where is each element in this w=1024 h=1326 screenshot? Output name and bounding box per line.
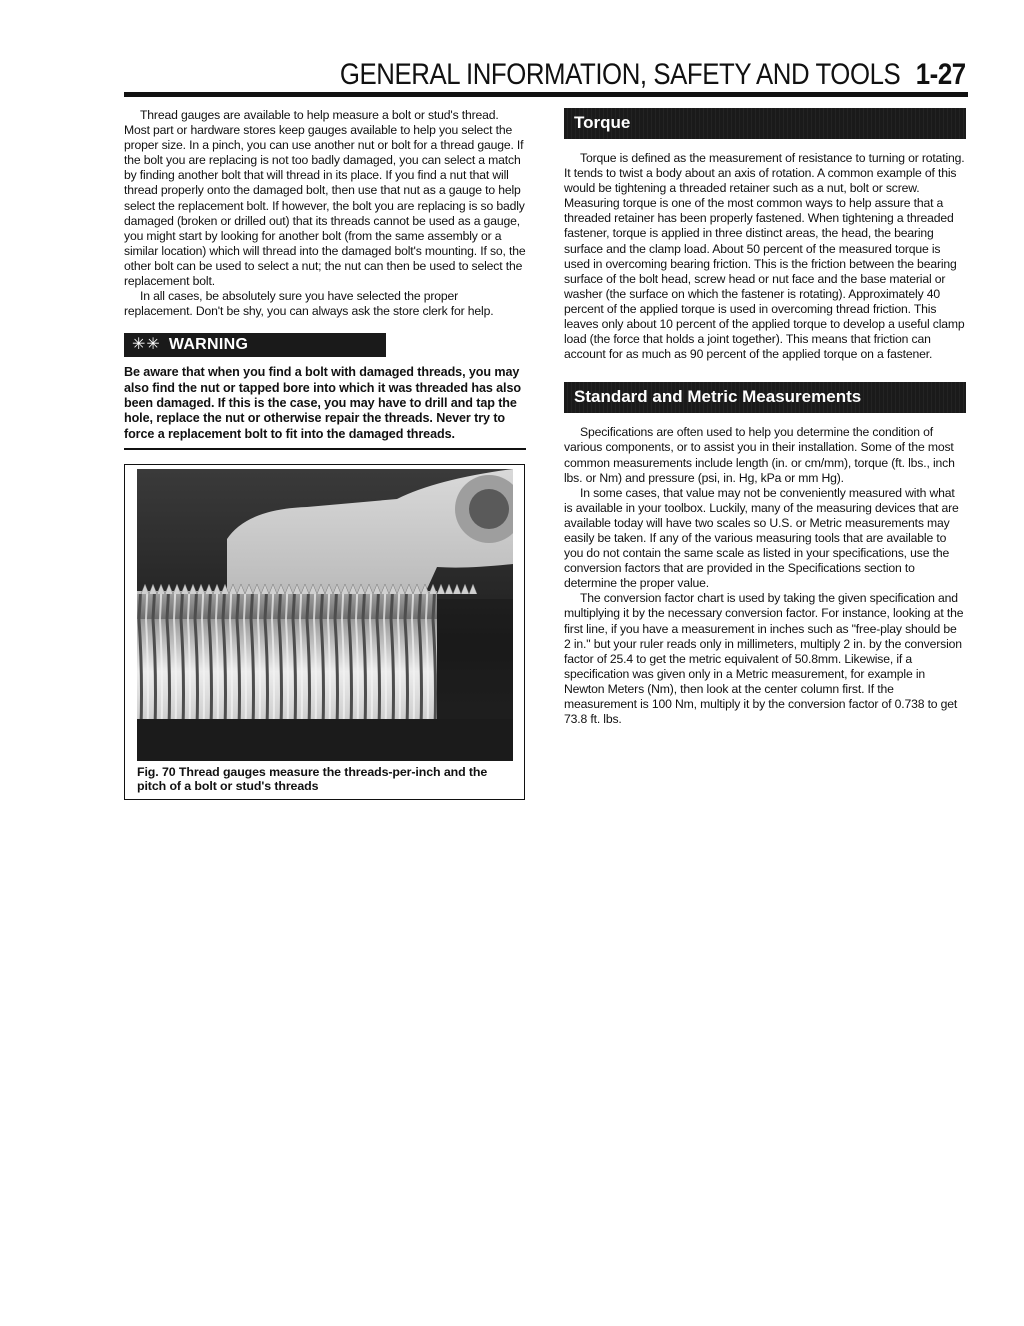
paragraph: Thread gauges are available to help measure a bolt or stud's thread. Most part or hardware stores keep gauges available to help you select the proper size. In a pinch, you can use another nut or bolt for a thread gauge. If the bolt you are replacing is not too badly damaged, you can select a match by finding another bolt that will thread in its place. If you find a nut that will thread properly onto the damaged bolt, then use that nut as a gauge to help select the replacement bolt. If however, the bolt you are replacing is so badly damaged (broken or drilled out) that its threads cannot be used as a gauge, you might start by looking for another bolt (from the same assembly or a similar location) which will thread into the damaged bolt's mounting. If so, the other bolt can be used to select a nut; the nut can then be used to select the replacement bolt. (124, 108, 526, 289)
page-header (0, 58, 966, 92)
header-rule (124, 92, 968, 97)
warning-banner (124, 333, 386, 357)
paragraph: Specifications are often used to help you determine the condition of various components, or to assist you in their installation. Some of the most common measurements include length (in. or cm/mm), torque (ft. lbs., inch lbs. or Nm) and pressure (psi, in. Hg, kPa or mm Hg). (564, 425, 955, 485)
measurements-heading: Standard and Metric Measurements (564, 382, 966, 413)
thread-gauge-photo (137, 469, 513, 761)
torque-heading: Torque (564, 108, 966, 139)
section-spacer (564, 362, 966, 382)
paragraph: In all cases, be absolutely sure you have selected the proper replacement. Don't be shy, you can always ask the store clerk for help. (124, 289, 494, 319)
paragraph: Torque is defined as the measurement of resistance to turning or rotating. It tends to twist a body about an axis of rotation. A common example of this would be tightening a threaded retainer such as a nut, bolt or screw. Measuring torque is one of the most common ways to help assure that a threaded retainer has been properly fastened. When tightening a threaded fastener, torque is applied in three distinct areas, the head, the bearing surface and the clamp load. About 50 percent of the measured torque is used in overcoming bearing friction. This is the friction between the bearing surface of the bolt head, screw head or nut face and the base material or washer (the surface on which the fastener is rotating). Approximately 40 percent of the applied torque is used in overcoming thread friction. This leaves only about 10 percent of the applied torque to develop a useful clamp load (the force that holds a joint together). This means that friction can account for as much as 90 percent of the applied torque on a fastener. (564, 151, 965, 362)
warning-text: Be aware that when you find a bolt with damaged threads, you may also find the nut or tapped bore into which it was threaded has also been damaged. If this is the case, you may have to drill and tap the hole, replace the nut or otherwise repair the threads. Never try to force a replacement bolt to fit into the damaged threads. (124, 365, 521, 441)
torque-text (564, 151, 966, 362)
right-column (564, 108, 966, 727)
running-header (340, 58, 966, 92)
figure-70 (124, 464, 525, 800)
warning-label: WARNING (168, 336, 249, 354)
left-column (124, 108, 526, 800)
warning-rule (124, 448, 526, 450)
measurements-text (564, 425, 966, 727)
warning-stars-icon: ✳✳ (132, 336, 161, 354)
thread-gauge-photo-drawing (137, 469, 513, 761)
paragraph: In some cases, that value may not be conveniently measured with what is available in your toolbox. Luckily, many of the measuring devices that are available today will have two scales so U.S. or Metric measurements may easily be taken. If any of the various measuring tools that are available to you do not contain the same scale as listed in your specifications, use the conversion factors that are provided in the Specifications section to determine the proper value. (564, 485, 959, 591)
page-number: 1-27 (916, 58, 966, 91)
paragraph: The conversion factor chart is used by taking the given specification and multiplying it by the necessary conversion factor. For instance, looking at the first line, if you have a measurement in inches such as "free-play should be 2 in." but your ruler reads only in millimeters, multiply 2 in. by the conversion factor of 25.4 to get the metric equivalent of 50.8mm. Likewise, if a specification was given only in a Metric measurement, for example in Newton Meters (Nm), then look at the center column first. If the measurement is 100 Nm, multiply it by the conversion factor of 0.738 to get 73.8 ft. lbs. (564, 591, 964, 727)
thread-gauge-text (124, 108, 526, 319)
section-title: GENERAL INFORMATION, SAFETY AND TOOLS (340, 58, 901, 91)
figure-caption: Fig. 70 Thread gauges measure the threads-per-inch and the pitch of a bolt or stud's threads (137, 764, 488, 794)
